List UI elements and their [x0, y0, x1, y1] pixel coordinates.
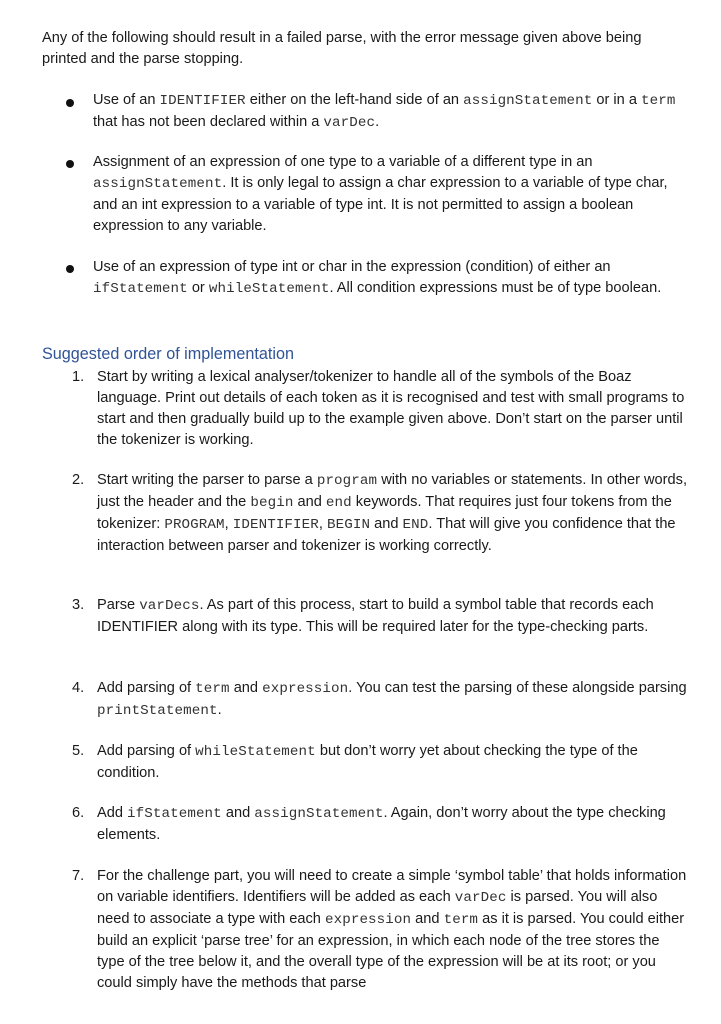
intro-paragraph: Any of the following should result in a failed parse, with the error message given above being printed and the parse stopping.: [42, 30, 642, 67]
text-run: . You can test the parsing of these alongside parsing: [348, 680, 687, 696]
section-heading: Suggested order of implementation: [42, 345, 294, 363]
text-run: Add parsing of: [97, 743, 196, 759]
bullet-item-undeclared-identifier: [93, 90, 693, 134]
text-run: and: [293, 494, 326, 510]
text-run: and: [370, 516, 403, 532]
text-run: . All condition expressions must be of type boolean.: [329, 280, 662, 296]
step-number: 3.: [72, 597, 85, 613]
inline-code: expression: [324, 912, 412, 928]
text-run: . As part of this process, start to build a symbol table that records each IDENTIFIER along with its type. This will be required later for the type-checking parts.: [97, 597, 654, 635]
step-number: 5.: [72, 743, 85, 759]
inline-code: begin: [250, 495, 294, 511]
text-run: or in a: [592, 92, 641, 108]
text-run: Start by writing a lexical analyser/tokenizer to handle all of the symbols of the Boaz language. Print out details of each token as it is recognised and test with small programs to start and then gradually build up to the example given above. Don’t start on the parser until the tokenizer is working.: [97, 369, 685, 448]
text-run: is parsed. You will also need to associate a type with each: [97, 889, 658, 927]
inline-code: ifStatement: [93, 281, 188, 297]
step-item-tokenizer: [97, 367, 687, 451]
text-run: .: [375, 114, 380, 130]
step-item-program-parser: [97, 470, 687, 557]
bullet-item-type-mismatch: [93, 152, 693, 237]
text-run: . That will give you confidence that the interaction between parser and tokenizer is working correctly.: [97, 516, 676, 554]
bullet-dot: [66, 265, 74, 273]
inline-code: assignStatement: [93, 176, 223, 192]
text-run: ,: [224, 516, 233, 532]
step-number: 4.: [72, 680, 85, 696]
step-item-if-assign: [97, 803, 687, 846]
inline-code: expression: [262, 681, 349, 697]
inline-code: assignStatement: [254, 806, 384, 822]
text-run: . Again, don’t worry about the type checking elements.: [97, 805, 666, 843]
inline-code: program: [316, 473, 378, 489]
text-run: that has not been declared within a: [93, 114, 324, 130]
bullet-dot: [66, 99, 74, 107]
bullet-item-condition-type: [93, 257, 693, 300]
step-number: 2.: [72, 472, 85, 488]
step-item-term-expression: [97, 678, 687, 722]
text-run: Parse: [97, 597, 140, 613]
text-run: ,: [318, 516, 327, 532]
inline-code: IDENTIFIER: [232, 517, 319, 533]
text-run: but don’t worry yet about checking the type of the condition.: [97, 743, 638, 781]
inline-code: whileStatement: [208, 281, 330, 297]
text-run: .: [217, 702, 222, 718]
step-number: 6.: [72, 805, 85, 821]
inline-code: term: [195, 681, 230, 697]
step-item-vardecs: [97, 595, 687, 638]
inline-code: END: [402, 517, 429, 533]
inline-code: BEGIN: [327, 517, 371, 533]
text-run: as it is parsed. You could either build an explicit ‘parse tree’ for an expression, in which each node of the tree stores the type of the tree below it, and the overall type of the expression will be at its root; or you could simply have the methods that parse: [97, 911, 685, 991]
text-run: keywords. That requires just four tokens from the tokenizer:: [97, 494, 672, 532]
text-run: Add: [97, 805, 128, 821]
inline-code: term: [641, 93, 676, 109]
step-item-while: [97, 741, 687, 784]
inline-code: end: [325, 495, 352, 511]
inline-code: varDecs: [139, 598, 200, 614]
text-run: Start writing the parser to parse a: [97, 472, 317, 488]
inline-code: PROGRAM: [164, 517, 225, 533]
inline-code: assignStatement: [463, 93, 593, 109]
step-number: 7.: [72, 868, 85, 884]
inline-code: varDec: [323, 115, 376, 131]
text-run: and: [229, 680, 263, 696]
text-run: and: [221, 805, 255, 821]
text-run: and: [411, 911, 444, 927]
text-run: Assignment of an expression of one type to a variable of a different type in an: [93, 154, 593, 170]
text-run: with no variables or statements. In other words, just the header and the: [97, 472, 687, 510]
step-number: 1.: [72, 369, 85, 385]
inline-code: printStatement: [97, 703, 218, 719]
inline-code: varDec: [454, 890, 507, 906]
text-run: Use of an expression of type int or char in the expression (condition) of either an: [93, 259, 611, 275]
text-run: either on the left-hand side of an: [245, 92, 464, 108]
text-run: Use of an: [93, 92, 160, 108]
bullet-dot: [66, 160, 74, 168]
inline-code: IDENTIFIER: [159, 93, 246, 109]
text-run: Add parsing of: [97, 680, 196, 696]
text-run: . It is only legal to assign a char expression to a variable of type char, and an int expression to a variable of type int. It is not permitted to assign a boolean expression to any variable.: [93, 175, 668, 234]
step-item-symbol-table: [97, 866, 687, 994]
inline-code: term: [443, 912, 479, 928]
inline-code: ifStatement: [127, 806, 222, 822]
inline-code: whileStatement: [195, 744, 316, 760]
text-run: For the challenge part, you will need to create a simple ‘symbol table’ that holds information on variable identifiers. Identifiers will be added as each: [97, 868, 687, 905]
text-run: or: [187, 280, 209, 296]
